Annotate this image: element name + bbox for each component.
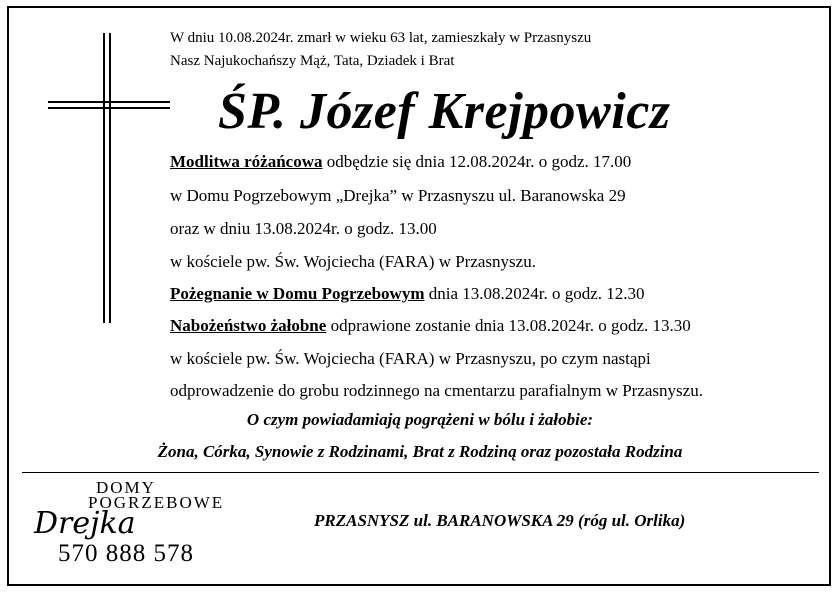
closing-notice: O czym powiadamiają pogrążeni w bólu i żałobie: [246, 410, 594, 429]
logo-brand: Drejka [34, 506, 136, 541]
funeral-home-logo [30, 478, 230, 570]
mass-church: w kościele pw. Św. Wojciecha (FARA) w Przasnyszu, po czym nastąpi [170, 349, 651, 368]
rosary-second: oraz w dniu 13.08.2024r. o godz. 13.00 [170, 219, 437, 238]
mass-label: Nabożeństwo żałobne [170, 316, 327, 335]
mass-text: odprawione zostanie dnia 13.08.2024r. o godz. 13.30 [326, 316, 691, 335]
burial-line: odprowadzenie do grobu rodzinnego na cmentarzu parafialnym w Przasnyszu. [170, 381, 703, 400]
farewell-label: Pożegnanie w Domu Pogrzebowym [170, 284, 425, 303]
footer-divider [22, 472, 819, 473]
rosary-church: w kościele pw. Św. Wojciecha (FARA) w Przasnyszu. [170, 252, 536, 271]
rosary-line [170, 152, 631, 172]
death-notice-line: W dniu 10.08.2024r. zmarł w wieku 63 lat, zamieszkały w Przasnyszu [170, 30, 592, 46]
farewell-text: dnia 13.08.2024r. o godz. 12.30 [424, 284, 645, 303]
logo-line2: POGRZEBOWE [88, 493, 225, 512]
family-relation-line: Nasz Najukochańszy Mąż, Tata, Dziadek i Brat [170, 53, 455, 69]
mass-line [170, 316, 691, 336]
deceased-name: ŚP. Józef Krejpowicz [218, 83, 671, 140]
rosary-label: Modlitwa różańcowa [170, 152, 323, 171]
rosary-text: odbędzie się dnia 12.08.2024r. o godz. 17.00 [322, 152, 632, 171]
logo-line1: DOMY [96, 478, 156, 497]
farewell-line [170, 284, 645, 304]
family-list: Żona, Córka, Synowie z Rodzinami, Brat z Rodziną oraz pozostała Rodzina [157, 442, 683, 461]
phone-number: 570 888 578 [58, 540, 194, 567]
rosary-place: w Domu Pogrzebowym „Drejka” w Przasnyszu ul. Baranowska 29 [170, 186, 626, 205]
funeral-home-address: PRZASNYSZ ul. BARANOWSKA 29 (róg ul. Orlika) [314, 511, 686, 530]
